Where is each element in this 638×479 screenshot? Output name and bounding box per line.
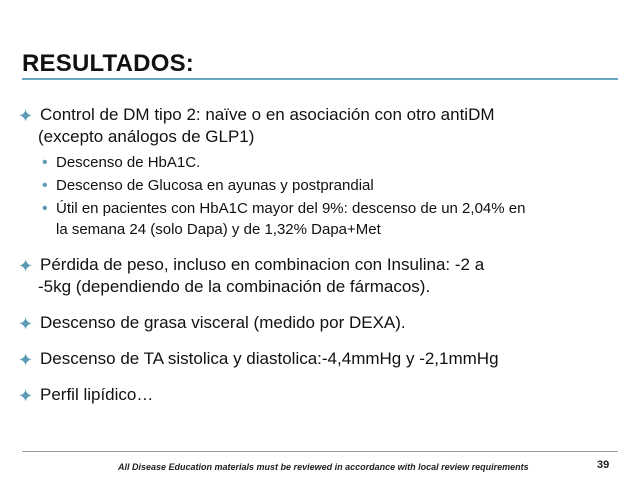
sub-bullet-1-text: Descenso de HbA1C. [56,154,201,171]
star-bullet-icon: ✦ [18,106,34,126]
slide-content [18,104,618,420]
dot-bullet-icon: • [42,154,48,171]
star-bullet-icon: ✦ [18,256,34,276]
star-bullet-icon: ✦ [18,350,34,370]
page-number: 39 [597,459,610,471]
sub-bullet-3-line1: Útil en pacientes con HbA1C mayor del 9%: descenso de un 2,04% en [56,200,526,217]
bullet-2 [18,254,618,298]
footer-disclaimer: All Disease Education materials must be reviewed in accordance with local review requirements [118,462,529,472]
bullet-1-line2: (excepto análogos de GLP1) [38,127,255,146]
star-bullet-icon: ✦ [18,314,34,334]
bullet-3-text: Descenso de grasa visceral (medido por DEXA). [40,313,406,332]
sub-bullet-2 [36,175,618,196]
title-underline [22,78,618,80]
sub-bullet-list [36,152,618,240]
bullet-5 [18,384,618,406]
bullet-1 [18,104,618,240]
bullet-5-text: Perfil lipídico… [40,385,154,404]
sub-bullet-2-text: Descenso de Glucosa en ayunas y postprandial [56,177,374,194]
bullet-2-line1: Pérdida de peso, incluso en combinacion con Insulina: -2 a [40,255,485,274]
slide-title: RESULTADOS: [22,50,194,77]
bullet-4 [18,348,618,370]
footer-divider [22,451,618,452]
dot-bullet-icon: • [42,200,48,217]
sub-bullet-3-line2: la semana 24 (solo Dapa) y de 1,32% Dapa+Met [56,221,381,238]
star-bullet-icon: ✦ [18,386,34,406]
sub-bullet-1 [36,152,618,173]
dot-bullet-icon: • [42,177,48,194]
bullet-1-line1: Control de DM tipo 2: naïve o en asociación con otro antiDM [40,105,495,124]
bullet-3 [18,312,618,334]
bullet-2-line2: -5kg (dependiendo de la combinación de fármacos). [38,277,431,296]
sub-bullet-3 [36,198,618,240]
bullet-4-text: Descenso de TA sistolica y diastolica:-4,4mmHg y -2,1mmHg [40,349,499,368]
